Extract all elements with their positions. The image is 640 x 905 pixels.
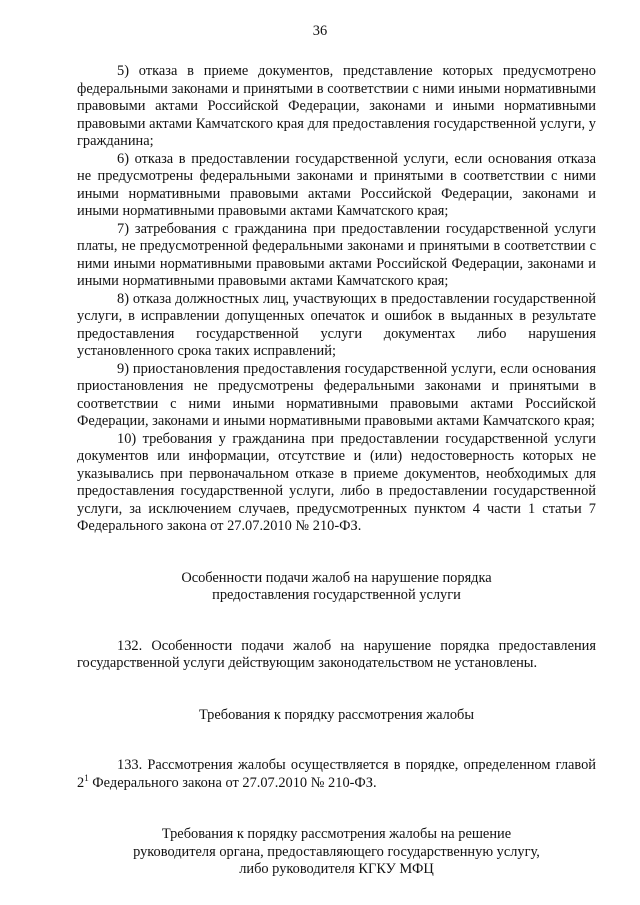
section-heading-head-complaint-line3: либо руководителя КГКУ МФЦ: [239, 861, 434, 877]
paragraph-132: 132. Особенности подачи жалоб на нарушение порядка предоставления государственной услуги действующим законодательством не установлены.: [77, 637, 596, 671]
page-number: 36: [312, 23, 328, 39]
section-heading-head-complaint: [77, 826, 596, 879]
list-item-6: 6) отказа в предоставлении государственной услуги, если основания отказа не предусмотрены федеральными законами и принятыми в соответствии с ними иными нормативными правовыми актами Российской Федерации, законами и иными нормативными правовыми актами Камчатского края;: [77, 150, 596, 219]
document-body: [77, 63, 596, 879]
section-heading-features-line2: предоставления государственной услуги: [212, 587, 461, 603]
chapter-superscript: 1: [84, 772, 89, 783]
section-heading-features-line1: Особенности подачи жалоб на нарушение порядка: [181, 569, 492, 586]
paragraph-133: [77, 757, 596, 792]
list-item-10: 10) требования у гражданина при предоставлении государственной услуги документов или информации, отсутствие и (или) недостоверность которых не указывались при первоначальном отказе в приеме документов, необходимых для предоставления государственной услуги, либо в предоставлении государственной услуги, за исключением случаев, предусмотренных пунктом 4 части 1 статьи 7 Федерального закона от 27.07.2010 № 210-ФЗ.: [77, 430, 596, 534]
list-item-5: 5) отказа в приеме документов, представление которых предусмотрено федеральными законами и принятыми в соответствии с ними иными нормативными правовыми актами Российской Федерации, законами и иными нормативными правовыми актами Камчатского края для предоставления государственной услуги, у гражданина;: [77, 63, 596, 149]
paragraph-133-part1: 133. Рассмотрения жалобы осуществляется в порядке, определенном главой 2: [77, 757, 596, 791]
list-item-7: 7) затребования с гражданина при предоставлении государственной услуги платы, не предусмотренной федеральными законами и принятыми в соответствии с ними иными нормативными правовыми актами Российской Федерации, законами и иными нормативными правовыми актами Камчатского края;: [77, 220, 596, 289]
section-heading-head-complaint-line2: руководителя органа, предоставляющего государственную услугу,: [133, 843, 540, 860]
paragraph-133-part2: Федерального закона от 27.07.2010 № 210-ФЗ.: [88, 774, 377, 791]
section-heading-requirements: Требования к порядку рассмотрения жалобы: [198, 706, 475, 723]
list-item-8: 8) отказа должностных лиц, участвующих в предоставлении государственной услуги, в исправлении допущенных опечаток и ошибок в выданных в результате предоставления государственной услуги документах либо нарушения установленного срока таких исправлений;: [77, 290, 596, 359]
section-heading-head-complaint-line1: Требования к порядку рассмотрения жалобы на решение: [161, 826, 512, 842]
list-item-9: 9) приостановления предоставления государственной услуги, если основания приостановления не предусмотрены федеральными законами и принятыми в соответствии с ними иными нормативными правовыми актами Российской Федерации, законами и иными нормативными правовыми актами Камчатского края;: [77, 360, 596, 429]
section-heading-features: [77, 570, 596, 605]
